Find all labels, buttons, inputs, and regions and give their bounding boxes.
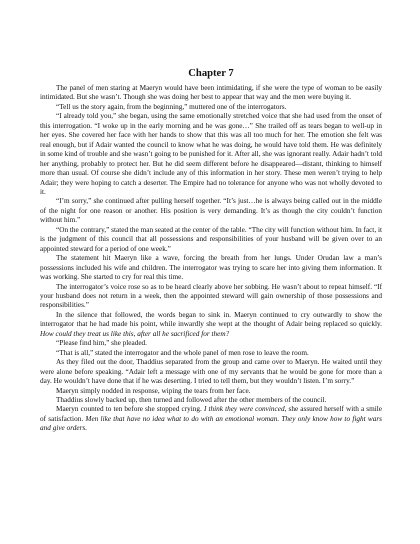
text-run: “On the contrary,” stated the man seated at the center of the table. “The city will function without him. In fact, it is the judgment of this council that all possessions and responsibilities of your husband will be given over to an appointed steward for a period of one week.”	[40, 225, 382, 253]
text-run: “I’m sorry,” she continued after pulling herself together. “It’s just…he is always being called out in the middle of the night for one reason or another. His position is very demanding. It’s as though the city couldn’t function without him.”	[40, 197, 382, 225]
paragraph	[40, 197, 382, 225]
text-run: Thaddius slowly backed up, then turned and followed after the other members of the council.	[56, 395, 327, 404]
chapter-title: Chapter 7	[188, 68, 234, 79]
text-run: “I already told you,” she began, using the same emotionally stretched voice that she had used from the onset of this interrogation. “I woke up in the early morning and he was gone…” She trailed off as tears began to well-up in her eyes. She covered her face with her hands to show that this was all too much for her. The emotion she felt was real enough, but if Adair wanted the council to know what he was doing, he would have told them. He was definitely in some kind of trouble and she wasn’t going to be punished for it. After all, she was ignorant really. Adair hadn’t told her anything, probably to protect her. But he did seem different before he disappeared—distant, thinking to himself more than usual. Of course she didn’t include any of this information in her story. These men weren’t trying to help Adair; they were hoping to catch a deserter. The Empire had no tolerance for anyone who was not wholly devoted to it.	[40, 112, 382, 196]
paragraph	[40, 396, 382, 405]
body-text	[40, 84, 382, 434]
paragraph	[40, 254, 382, 282]
text-run: The panel of men staring at Maeryn would have been intimidating, if she were the type of woman to be easily intimidated. But she wasn’t. Though she was doing her best to appear that way and the men were buying it.	[40, 84, 382, 102]
text-run: The interrogator’s voice rose so as to be heard clearly above her sobbing. He wasn’t about to repeat himself. “If your husband does not return in a week, then the appointed steward will gain ownership of those possessions and responsibilities.”	[40, 282, 382, 310]
paragraph	[40, 339, 382, 348]
text-run: she assured herself with a smile of satisfaction.	[40, 405, 382, 423]
paragraph	[40, 387, 382, 396]
paragraph	[40, 283, 382, 311]
paragraph	[40, 103, 382, 112]
text-run: “Please find him,” she pleaded.	[56, 339, 147, 348]
paragraph	[40, 349, 382, 358]
paragraph	[40, 226, 382, 254]
paragraph	[40, 358, 382, 386]
text-run: As they filed out the door, Thaddius separated from the group and came over to Maeryn. He waited until they were alone before speaking. “Adair left a message with one of my servants that he would be gone for more than a day. He wouldn’t have done that if he was deserting. I tried to tell them, but they wouldn’t listen. I’m sorry.”	[40, 358, 382, 386]
paragraph	[40, 405, 382, 433]
paragraph	[40, 84, 382, 103]
text-run: In the silence that followed, the words began to sink in. Maeryn continued to cry outwardly to show the interrogator that he had made his point, while inwardly she wept at the thought of Adair being replaced so quickly.	[40, 310, 382, 329]
italic-text: I think they were convinced,	[203, 405, 287, 414]
text-run: “That is all,” stated the interrogator and the whole panel of men rose to leave the room.	[56, 348, 309, 357]
text-run: “Tell us the story again, from the beginning,” muttered one of the interrogators.	[56, 102, 287, 111]
italic-text: How could they treat us like this, after all he sacrificed for them?	[40, 329, 230, 338]
text-run: The statement hit Maeryn like a wave, forcing the breath from her lungs. Under Orudan law a man’s possessions included his wife and children. The interrogator was trying to scare her into giving them information. It was working. She started to cry for real this time.	[40, 254, 382, 282]
italic-text: Men like that have no idea what to do with an emotional woman. They only know how to fight wars and give orders.	[40, 414, 382, 433]
text-run: Maeryn simply nodded in response, wiping the tears from her face.	[56, 386, 251, 395]
paragraph	[40, 311, 382, 339]
text-run: Maeryn counted to ten before she stopped crying.	[56, 405, 204, 414]
paragraph	[40, 112, 382, 197]
